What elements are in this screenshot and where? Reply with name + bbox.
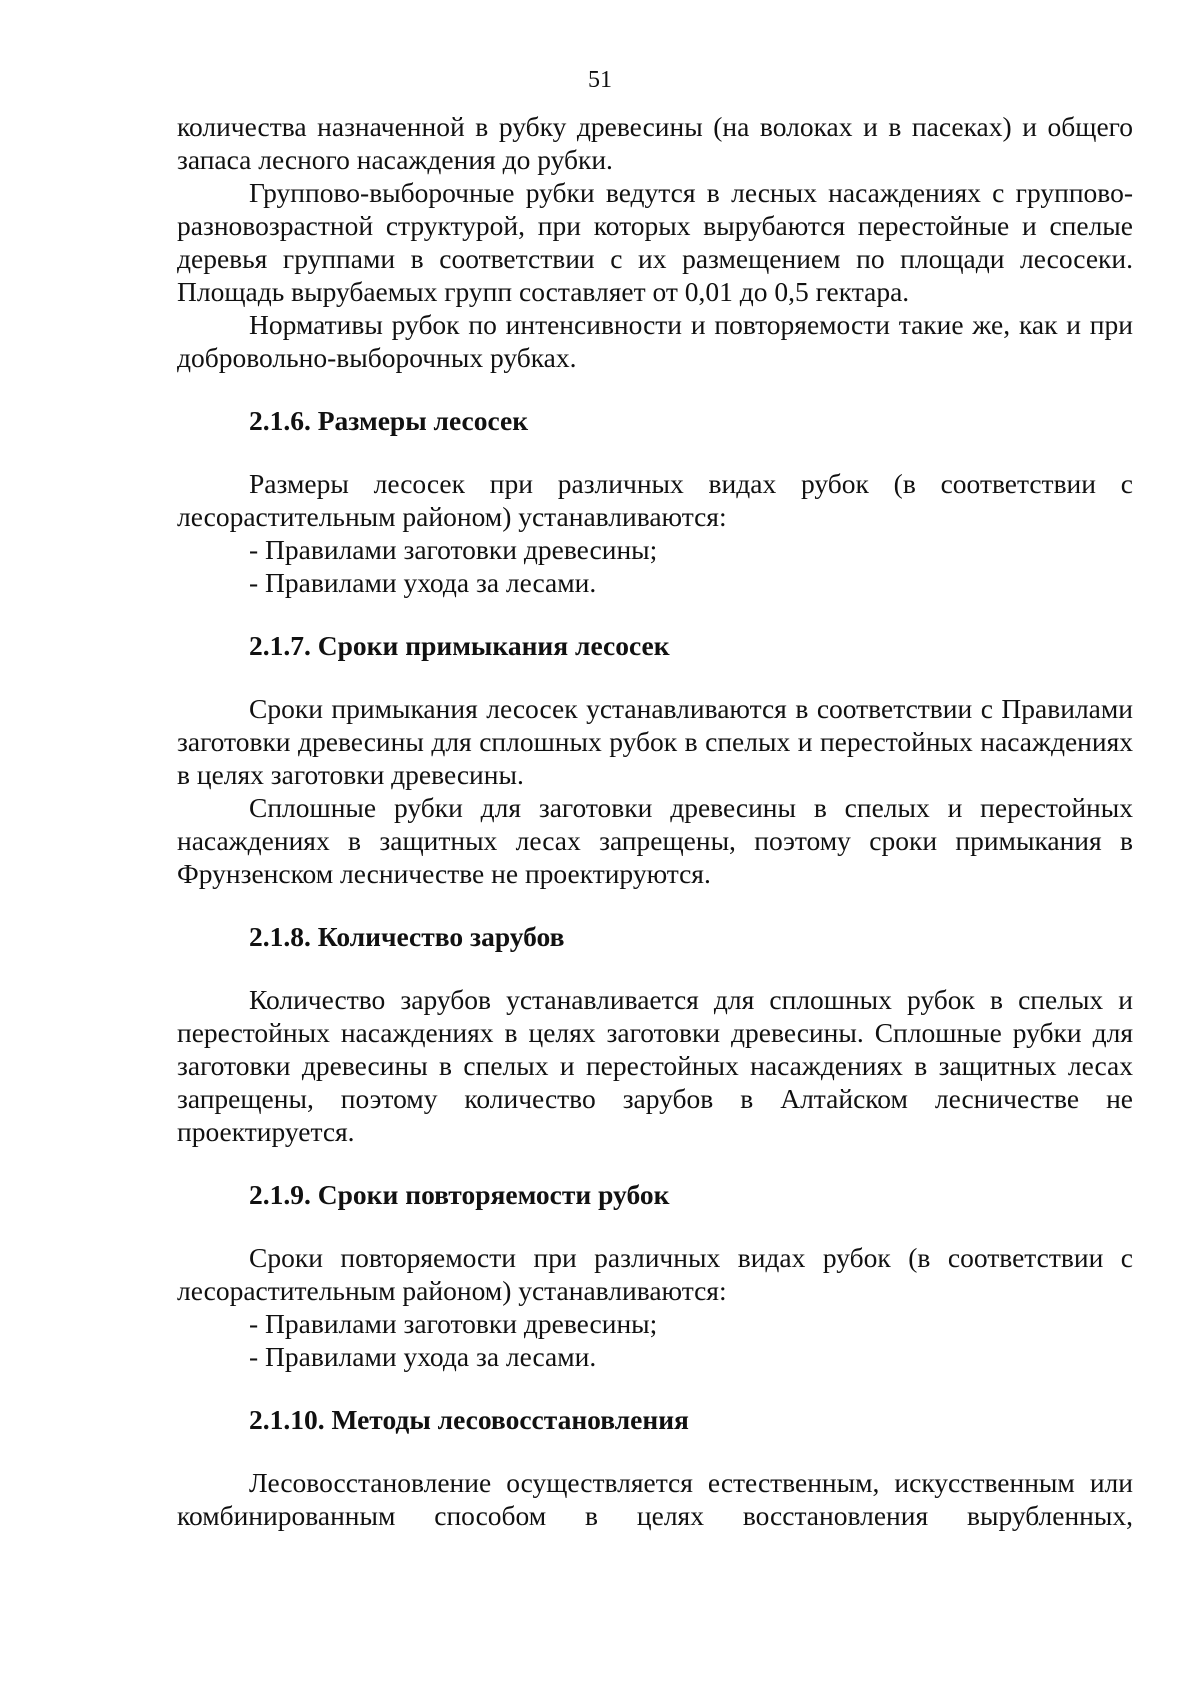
paragraph-reforestation-methods: Лесовосстановление осуществляется естественным, искусственным или комбинированным способом в целях восстановления вырубленных, xyxy=(177,1467,1133,1531)
section-heading-2-1-6: 2.1.6. Размеры лесосек xyxy=(249,405,529,436)
list-item: - Правилами ухода за лесами. xyxy=(249,1341,597,1372)
paragraph-clear-cutting-prohibited: Сплошные рубки для заготовки древесины в спелых и перестойных насаждениях в защитных лесах запрещены, поэтому сроки примыкания в Фрунзенском лесничестве не проектируются. xyxy=(177,792,1133,889)
list-item: - Правилами заготовки древесины; xyxy=(249,534,658,565)
paragraph-number-of-cuts: Количество зарубов устанавливается для сплошных рубок в спелых и перестойных насаждениях в целях заготовки древесины. Сплошные рубки для заготовки древесины в спелых и перестойных насаждениях в защитных лесах запрещены, поэтому количество зарубов в Алтайском лесничестве не проектируется. xyxy=(177,984,1133,1147)
page-number: 51 xyxy=(588,67,612,93)
section-heading-2-1-8: 2.1.8. Количество зарубов xyxy=(249,921,565,952)
paragraph-cutting-area-sizes: Размеры лесосек при различных видах рубок (в соответствии с лесорастительным районом) устанавливаются: xyxy=(177,468,1133,532)
section-heading-2-1-9: 2.1.9. Сроки повторяемости рубок xyxy=(249,1179,670,1210)
paragraph-cutting-norms: Нормативы рубок по интенсивности и повторяемости такие же, как и при добровольно-выборочных рубках. xyxy=(177,309,1133,373)
paragraph-continuation: количества назначенной в рубку древесины (на волоках и в пасеках) и общего запаса лесного насаждения до рубки. xyxy=(177,111,1133,175)
paragraph-group-selective-cutting: Группово-выборочные рубки ведутся в лесных насаждениях с группово-разновозрастной структурой, при которых вырубаются перестойные и спелые деревья группами в соответствии с их размещением по площади лесосеки. Площадь вырубаемых групп составляет от 0,01 до 0,5 гектара. xyxy=(177,177,1133,307)
list-item: - Правилами заготовки древесины; xyxy=(249,1308,658,1339)
paragraph-adjacency-terms: Сроки примыкания лесосек устанавливаются в соответствии с Правилами заготовки древесины для сплошных рубок в спелых и перестойных насаждениях в целях заготовки древесины. xyxy=(177,693,1133,790)
list-item: - Правилами ухода за лесами. xyxy=(249,567,597,598)
paragraph-repeat-terms: Сроки повторяемости при различных видах рубок (в соответствии с лесорастительным районом) устанавливаются: xyxy=(177,1242,1133,1306)
page-content xyxy=(177,110,1133,1532)
section-heading-2-1-10: 2.1.10. Методы лесовосстановления xyxy=(249,1404,689,1435)
section-heading-2-1-7: 2.1.7. Сроки примыкания лесосек xyxy=(249,630,670,661)
